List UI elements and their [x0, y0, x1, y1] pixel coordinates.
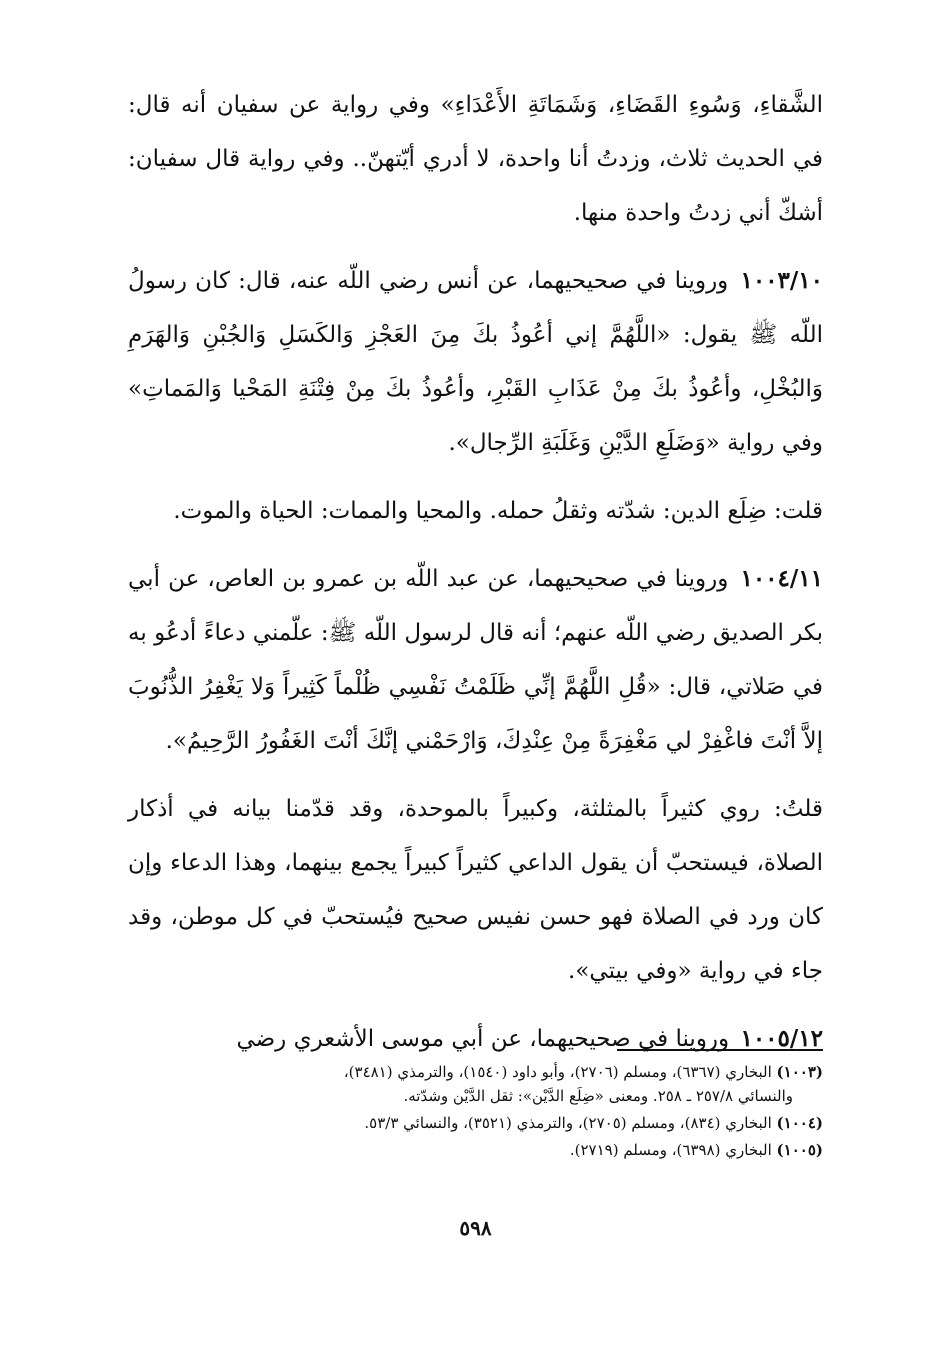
main-text: [128, 78, 823, 1080]
commentary-paragraph: [128, 782, 823, 998]
hadith-paragraph-1003: [128, 254, 823, 470]
paragraph-text: وروينا في صحيحيهما، عن عبد اللّه بن عمرو بن العاص، عن أبي بكر الصديق رضي اللّه عنهم؛ أنه قال لرسول اللّه ﷺ: علّمني دعاءً أدعُو به في صَلاتي، قال: «قُلِ اللَّهُمَّ إنِّي ظَلَمْتُ نَفْسِي ظُلْماً كَثِيراً وَلا يَغْفِرُ الذُّنُوبَ إلاَّ أنْتَ فاغْفِرْ لي مَغْفِرَةً مِنْ عِنْدِكَ، وَارْحَمْني إنَّكَ أنْتَ الغَفُورُ الرَّحِيمُ».: [128, 566, 823, 754]
paragraph-text: قلت: ضِلَع الدين: شدّته وثقلُ حمله. والمحيا والممات: الحياة والموت.: [173, 498, 823, 524]
footnote-text: البخاري (٦٣٦٧)، ومسلم (٢٧٠٦)، وأبو داود (١٥٤٠)، والترمذي (٣٤٨١)،: [343, 1063, 772, 1081]
paragraph-text: الشَّقاءِ، وَسُوءِ القَضَاءِ، وَشَمَاتَةِ الأَعْدَاءِ» وفي رواية عن سفيان أنه قال: في الحديث ثلاث، وزدتُ أنا واحدة، لا أدري أيّتهنّ.. وفي رواية قال سفيان: أشكّ أني زدتُ واحدة منها.: [128, 92, 823, 226]
footnote-text: البخاري (٨٣٤)، ومسلم (٢٧٠٥)، والترمذي (٣٥٢١)، والنسائي ٥٣/٣.: [364, 1114, 772, 1132]
footnotes: [128, 1060, 823, 1165]
footnote-1003: [128, 1060, 823, 1108]
hadith-number: ١٠٠٤/١١: [740, 565, 823, 592]
footnote-number: (١٠٠٣): [776, 1063, 823, 1081]
footnote-divider: [617, 1049, 823, 1051]
paragraph-text: قلتُ: روي كثيراً بالمثلثة، وكبيراً بالموحدة، وقد قدّمنا بيانه في أذكار الصلاة، فيستحبّ أن يقول الداعي كثيراً كبيراً يجمع بينهما، وهذا الدعاء وإن كان ورد في الصلاة فهو حسن نفيس صحيح فيُستحبّ في كل موطن، وقد جاء في رواية «وفي بيتي».: [128, 796, 823, 984]
footnote-text: البخاري (٦٣٩٨)، ومسلم (٢٧١٩).: [569, 1141, 772, 1159]
footnote-1005: [128, 1138, 823, 1162]
paragraph-text: وروينا في صحيحيهما، عن أنس رضي اللّه عنه، قال: كان رسولُ اللّه ﷺ يقول: «اللَّهُمَّ إني أعُوذُ بكَ مِنَ العَجْزِ وَالكَسَلِ وَالجُبْنِ وَالهَرَمِ وَالبُخْلِ، وأعُوذُ بكَ مِنْ عَذَابِ القَبْرِ، وأعُوذُ بكَ مِنْ فِتْنَةِ المَحْيا وَالمَماتِ» وفي رواية «وَضَلَعِ الدَّيْنِ وَغَلَبَةِ الرِّجال».: [128, 268, 823, 456]
hadith-number: ١٠٠٣/١٠: [740, 267, 824, 294]
footnote-continuation: والنسائي ٢٥٧/٨ ـ ٢٥٨. ومعنى «ضِلَع الدَّيْن»: ثقل الدَّيْن وشدّته.: [403, 1087, 793, 1105]
hadith-number: ١٠٠٥/١٢: [740, 1025, 823, 1052]
hadith-paragraph-1005: [128, 1012, 823, 1066]
footnote-number: (١٠٠٤): [776, 1114, 823, 1132]
footnote-number: (١٠٠٥): [776, 1141, 823, 1159]
paragraph-text: وروينا في صحيحيهما، عن أبي موسى الأشعري رضي: [236, 1026, 730, 1052]
page-number: ٥٩٨: [459, 1216, 492, 1240]
commentary-paragraph: [128, 484, 823, 538]
hadith-paragraph-1004: [128, 552, 823, 768]
paragraph-continuation: [128, 78, 823, 240]
footnote-1004: [128, 1111, 823, 1135]
